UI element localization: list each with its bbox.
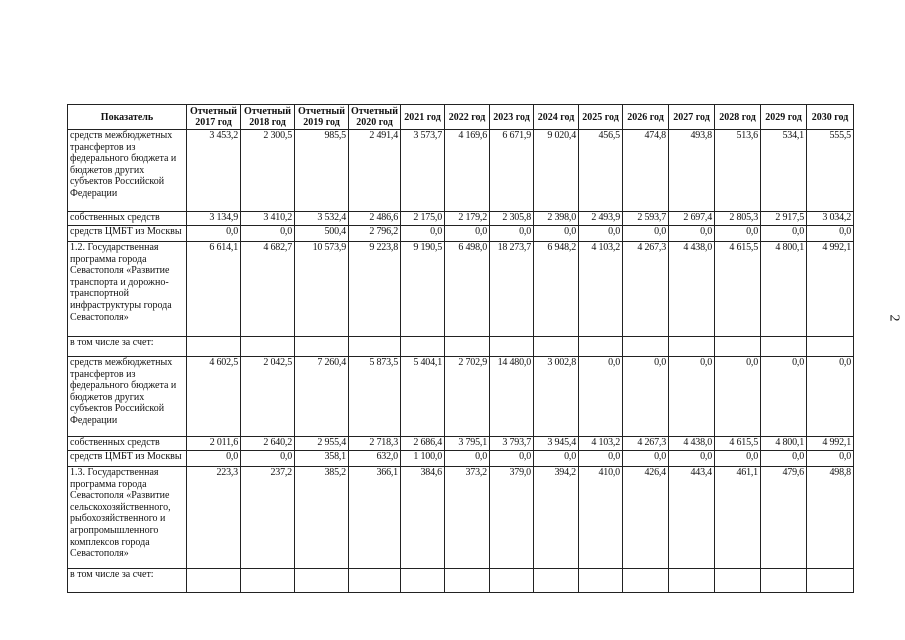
table-row bbox=[68, 212, 854, 226]
value-cell: 4 682,7 bbox=[241, 242, 295, 337]
value-cell bbox=[761, 569, 807, 593]
table-row bbox=[68, 569, 854, 593]
value-cell: 0,0 bbox=[669, 451, 715, 467]
value-cell: 6 671,9 bbox=[490, 130, 534, 212]
header-cell: Отчетный 2018 год bbox=[241, 105, 295, 130]
value-cell: 9 190,5 bbox=[401, 242, 445, 337]
value-cell: 0,0 bbox=[579, 226, 623, 242]
table-row bbox=[68, 437, 854, 451]
value-cell: 3 532,4 bbox=[295, 212, 349, 226]
value-cell: 1 100,0 bbox=[401, 451, 445, 467]
value-cell: 3 945,4 bbox=[534, 437, 579, 451]
value-cell: 3 410,2 bbox=[241, 212, 295, 226]
value-cell: 3 573,7 bbox=[401, 130, 445, 212]
value-cell bbox=[534, 569, 579, 593]
value-cell bbox=[295, 337, 349, 357]
header-cell: Показатель bbox=[68, 105, 187, 130]
value-cell: 2 491,4 bbox=[349, 130, 401, 212]
value-cell: 426,4 bbox=[623, 467, 669, 569]
value-cell: 9 223,8 bbox=[349, 242, 401, 337]
value-cell: 3 793,7 bbox=[490, 437, 534, 451]
value-cell: 385,2 bbox=[295, 467, 349, 569]
value-cell bbox=[579, 569, 623, 593]
value-cell: 0,0 bbox=[807, 357, 854, 437]
value-cell: 0,0 bbox=[761, 451, 807, 467]
value-cell bbox=[807, 337, 854, 357]
value-cell: 0,0 bbox=[807, 451, 854, 467]
value-cell: 18 273,7 bbox=[490, 242, 534, 337]
value-cell bbox=[669, 569, 715, 593]
header-cell: 2030 год bbox=[807, 105, 854, 130]
value-cell: 366,1 bbox=[349, 467, 401, 569]
row-label: средств ЦМБТ из Москвы bbox=[68, 451, 187, 467]
value-cell: 2 702,9 bbox=[445, 357, 490, 437]
value-cell: 2 305,8 bbox=[490, 212, 534, 226]
value-cell: 4 800,1 bbox=[761, 437, 807, 451]
value-cell: 2 640,2 bbox=[241, 437, 295, 451]
value-cell: 632,0 bbox=[349, 451, 401, 467]
value-cell: 498,8 bbox=[807, 467, 854, 569]
value-cell: 0,0 bbox=[715, 357, 761, 437]
value-cell: 456,5 bbox=[579, 130, 623, 212]
value-cell: 0,0 bbox=[445, 451, 490, 467]
value-cell: 4 267,3 bbox=[623, 437, 669, 451]
value-cell: 9 020,4 bbox=[534, 130, 579, 212]
value-cell: 2 955,4 bbox=[295, 437, 349, 451]
value-cell: 3 795,1 bbox=[445, 437, 490, 451]
row-label: 1.2. Государственная программа города Севастополя «Развитие транспорта и дорожно-транспортной инфраструктуры города Севастополя» bbox=[68, 242, 187, 337]
value-cell: 534,1 bbox=[761, 130, 807, 212]
value-cell: 0,0 bbox=[715, 451, 761, 467]
value-cell: 513,6 bbox=[715, 130, 761, 212]
header-cell: 2022 год bbox=[445, 105, 490, 130]
value-cell bbox=[445, 337, 490, 357]
value-cell: 4 169,6 bbox=[445, 130, 490, 212]
value-cell bbox=[349, 569, 401, 593]
value-cell bbox=[579, 337, 623, 357]
value-cell: 0,0 bbox=[579, 357, 623, 437]
row-label: собственных средств bbox=[68, 212, 187, 226]
value-cell: 0,0 bbox=[623, 451, 669, 467]
value-cell: 4 615,5 bbox=[715, 437, 761, 451]
header-cell: 2025 год bbox=[579, 105, 623, 130]
value-cell: 6 498,0 bbox=[445, 242, 490, 337]
value-cell: 384,6 bbox=[401, 467, 445, 569]
value-cell: 237,2 bbox=[241, 467, 295, 569]
value-cell: 2 493,9 bbox=[579, 212, 623, 226]
value-cell: 358,1 bbox=[295, 451, 349, 467]
value-cell: 0,0 bbox=[241, 226, 295, 242]
value-cell bbox=[445, 569, 490, 593]
table-row bbox=[68, 226, 854, 242]
table-row bbox=[68, 357, 854, 437]
value-cell: 373,2 bbox=[445, 467, 490, 569]
value-cell bbox=[623, 337, 669, 357]
value-cell: 2 686,4 bbox=[401, 437, 445, 451]
value-cell: 4 992,1 bbox=[807, 437, 854, 451]
value-cell: 6 614,1 bbox=[187, 242, 241, 337]
value-cell: 2 179,2 bbox=[445, 212, 490, 226]
value-cell bbox=[187, 337, 241, 357]
header-cell: Отчетный 2017 год bbox=[187, 105, 241, 130]
value-cell: 0,0 bbox=[623, 357, 669, 437]
value-cell bbox=[669, 337, 715, 357]
value-cell bbox=[534, 337, 579, 357]
value-cell: 0,0 bbox=[490, 451, 534, 467]
value-cell: 394,2 bbox=[534, 467, 579, 569]
value-cell: 7 260,4 bbox=[295, 357, 349, 437]
table-row bbox=[68, 337, 854, 357]
header-cell: 2027 год bbox=[669, 105, 715, 130]
value-cell: 0,0 bbox=[761, 357, 807, 437]
value-cell: 5 873,5 bbox=[349, 357, 401, 437]
value-cell: 2 796,2 bbox=[349, 226, 401, 242]
table-row bbox=[68, 130, 854, 212]
value-cell: 2 011,6 bbox=[187, 437, 241, 451]
value-cell: 5 404,1 bbox=[401, 357, 445, 437]
value-cell: 0,0 bbox=[445, 226, 490, 242]
value-cell: 985,5 bbox=[295, 130, 349, 212]
value-cell: 10 573,9 bbox=[295, 242, 349, 337]
value-cell: 2 175,0 bbox=[401, 212, 445, 226]
value-cell: 2 718,3 bbox=[349, 437, 401, 451]
value-cell: 4 103,2 bbox=[579, 242, 623, 337]
value-cell: 2 300,5 bbox=[241, 130, 295, 212]
value-cell: 4 800,1 bbox=[761, 242, 807, 337]
row-label: собственных средств bbox=[68, 437, 187, 451]
value-cell: 223,3 bbox=[187, 467, 241, 569]
value-cell bbox=[490, 569, 534, 593]
table-row bbox=[68, 467, 854, 569]
value-cell: 3 134,9 bbox=[187, 212, 241, 226]
value-cell bbox=[623, 569, 669, 593]
value-cell: 0,0 bbox=[623, 226, 669, 242]
row-label: в том числе за счет: bbox=[68, 569, 187, 593]
table-row bbox=[68, 242, 854, 337]
value-cell: 4 438,0 bbox=[669, 242, 715, 337]
value-cell: 0,0 bbox=[534, 226, 579, 242]
header-cell: Отчетный 2020 год bbox=[349, 105, 401, 130]
value-cell bbox=[490, 337, 534, 357]
header-cell: 2029 год bbox=[761, 105, 807, 130]
header-cell: 2026 год bbox=[623, 105, 669, 130]
value-cell: 443,4 bbox=[669, 467, 715, 569]
value-cell: 493,8 bbox=[669, 130, 715, 212]
value-cell: 0,0 bbox=[401, 226, 445, 242]
value-cell: 379,0 bbox=[490, 467, 534, 569]
value-cell: 0,0 bbox=[807, 226, 854, 242]
value-cell: 3 002,8 bbox=[534, 357, 579, 437]
budget-table bbox=[67, 104, 854, 593]
header-cell: 2028 год bbox=[715, 105, 761, 130]
table-header-row bbox=[68, 105, 854, 130]
value-cell: 3 034,2 bbox=[807, 212, 854, 226]
value-cell: 0,0 bbox=[669, 357, 715, 437]
value-cell: 0,0 bbox=[579, 451, 623, 467]
value-cell: 4 602,5 bbox=[187, 357, 241, 437]
value-cell: 6 948,2 bbox=[534, 242, 579, 337]
value-cell: 500,4 bbox=[295, 226, 349, 242]
value-cell: 0,0 bbox=[534, 451, 579, 467]
value-cell: 4 992,1 bbox=[807, 242, 854, 337]
value-cell: 0,0 bbox=[187, 451, 241, 467]
value-cell bbox=[807, 569, 854, 593]
value-cell: 2 697,4 bbox=[669, 212, 715, 226]
value-cell: 3 453,2 bbox=[187, 130, 241, 212]
header-cell: 2021 год bbox=[401, 105, 445, 130]
table-row bbox=[68, 451, 854, 467]
value-cell bbox=[187, 569, 241, 593]
value-cell: 461,1 bbox=[715, 467, 761, 569]
value-cell: 0,0 bbox=[187, 226, 241, 242]
value-cell: 410,0 bbox=[579, 467, 623, 569]
page-number: 2 bbox=[886, 314, 902, 322]
value-cell bbox=[715, 569, 761, 593]
row-label: 1.3. Государственная программа города Севастополя «Развитие сельскохозяйственного, рыбохозяйственного и агропромышленного комплексов города Севастополя» bbox=[68, 467, 187, 569]
value-cell: 474,8 bbox=[623, 130, 669, 212]
value-cell: 0,0 bbox=[490, 226, 534, 242]
value-cell: 14 480,0 bbox=[490, 357, 534, 437]
value-cell: 4 438,0 bbox=[669, 437, 715, 451]
value-cell: 2 398,0 bbox=[534, 212, 579, 226]
row-label: в том числе за счет: bbox=[68, 337, 187, 357]
value-cell bbox=[241, 569, 295, 593]
header-cell: 2024 год bbox=[534, 105, 579, 130]
value-cell: 4 103,2 bbox=[579, 437, 623, 451]
value-cell bbox=[295, 569, 349, 593]
value-cell bbox=[241, 337, 295, 357]
value-cell bbox=[401, 337, 445, 357]
value-cell: 0,0 bbox=[715, 226, 761, 242]
value-cell: 2 042,5 bbox=[241, 357, 295, 437]
row-label: средств межбюджетных трансфертов из федерального бюджета и бюджетов других субъектов Российской Федерации bbox=[68, 130, 187, 212]
value-cell bbox=[715, 337, 761, 357]
value-cell: 2 805,3 bbox=[715, 212, 761, 226]
row-label: средств ЦМБТ из Москвы bbox=[68, 226, 187, 242]
header-cell: Отчетный 2019 год bbox=[295, 105, 349, 130]
value-cell bbox=[761, 337, 807, 357]
value-cell bbox=[401, 569, 445, 593]
row-label: средств межбюджетных трансфертов из федерального бюджета и бюджетов других субъектов Российской Федерации bbox=[68, 357, 187, 437]
value-cell: 2 486,6 bbox=[349, 212, 401, 226]
value-cell: 4 267,3 bbox=[623, 242, 669, 337]
value-cell: 2 917,5 bbox=[761, 212, 807, 226]
value-cell: 555,5 bbox=[807, 130, 854, 212]
value-cell: 0,0 bbox=[669, 226, 715, 242]
value-cell: 0,0 bbox=[241, 451, 295, 467]
value-cell bbox=[349, 337, 401, 357]
value-cell: 0,0 bbox=[761, 226, 807, 242]
value-cell: 479,6 bbox=[761, 467, 807, 569]
value-cell: 4 615,5 bbox=[715, 242, 761, 337]
header-cell: 2023 год bbox=[490, 105, 534, 130]
value-cell: 2 593,7 bbox=[623, 212, 669, 226]
